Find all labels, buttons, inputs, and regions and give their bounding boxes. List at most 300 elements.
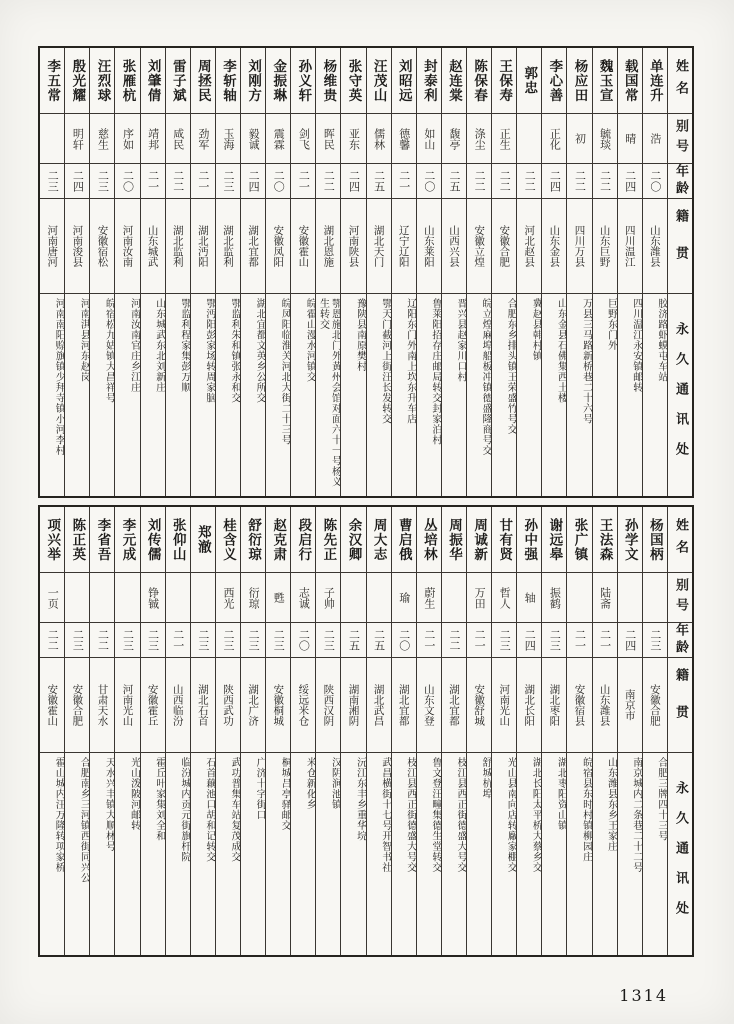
person-column <box>416 507 441 955</box>
person-name: 雷子斌 <box>166 48 190 114</box>
person-name: 刘传儒 <box>141 507 165 573</box>
person-age: 二四 <box>341 164 365 199</box>
person-age: 二一 <box>417 623 441 658</box>
person-alias: 如山 <box>417 114 441 164</box>
person-name: 郭忠 <box>517 48 541 114</box>
person-address: 鲁莱阳招存庄邮局转交封家泊村 <box>429 298 441 445</box>
person-native: 安徽霍丘 <box>141 658 165 753</box>
person-address: 光山泼陂河邮转 <box>128 757 140 831</box>
person-name: 张雁杭 <box>115 48 139 114</box>
person-name: 曹启俄 <box>392 507 416 573</box>
person-age: 二二 <box>316 164 340 199</box>
person-age: 二二 <box>90 623 114 658</box>
person-alias <box>166 573 190 623</box>
person-name: 周诚新 <box>467 507 491 573</box>
person-address: 临汾城内贡元街旗杆院 <box>178 757 190 862</box>
person-address: 合肥南乡三河镇西街同兴公 <box>78 757 90 883</box>
person-address: 豫陕县南原樊村 <box>354 298 366 372</box>
person-name: 周大志 <box>367 507 391 573</box>
person-native: 湖北宜都 <box>241 199 265 294</box>
person-alias: 靖邦 <box>141 114 165 164</box>
person-address: 霍山城内汪万隆转项家桥 <box>53 757 65 873</box>
person-column <box>165 507 190 955</box>
person-column <box>40 507 64 955</box>
person-native: 湖北石首 <box>191 658 215 753</box>
person-native: 湖北沔阳 <box>191 199 215 294</box>
person-native: 安徽合肥 <box>65 658 89 753</box>
person-name: 杨维贵 <box>316 48 340 114</box>
person-age: 二二 <box>40 623 64 658</box>
person-name: 赵克肃 <box>266 507 290 573</box>
person-name: 陈保春 <box>467 48 491 114</box>
header-name: 姓名 <box>668 48 692 114</box>
person-column <box>441 507 466 955</box>
person-alias: 万田 <box>467 573 491 623</box>
person-native: 安徽宿县 <box>567 658 591 753</box>
person-name: 魏玉宣 <box>593 48 617 114</box>
person-alias <box>442 573 466 623</box>
person-native: 河南光山 <box>115 658 139 753</box>
person-column <box>617 48 642 496</box>
person-age: 二五 <box>442 164 466 199</box>
person-name: 王法森 <box>593 507 617 573</box>
person-age: 二三 <box>65 623 89 658</box>
person-address: 晋兴县赵家川口村 <box>455 298 467 382</box>
person-native: 河南汝南 <box>115 199 139 294</box>
person-native: 湖北长阳 <box>517 658 541 753</box>
person-native: 湖北宜都 <box>392 658 416 753</box>
person-age: 二二 <box>517 164 541 199</box>
person-column <box>566 507 591 955</box>
person-column <box>315 48 340 496</box>
person-native: 山西临汾 <box>166 658 190 753</box>
person-native: 湖北武昌 <box>367 658 391 753</box>
person-native: 山西兴县 <box>442 199 466 294</box>
person-name: 赵连棠 <box>442 48 466 114</box>
person-age: 二一 <box>191 164 215 199</box>
person-native: 甘肃天水 <box>90 658 114 753</box>
person-address: 皖霍山漫水河镇交 <box>304 298 316 382</box>
person-alias: 蔚生 <box>417 573 441 623</box>
person-name: 张广镇 <box>567 507 591 573</box>
person-native: 河南陕县 <box>341 199 365 294</box>
person-alias: 西光 <box>216 573 240 623</box>
person-address: 武昌横街十七号开智书社 <box>379 757 391 873</box>
person-column <box>290 48 315 496</box>
person-native: 湖北恩施 <box>316 199 340 294</box>
person-column <box>366 507 391 955</box>
person-alias: 衍琼 <box>241 573 265 623</box>
person-address: 四川温江永安镇邮转 <box>630 298 642 393</box>
header-column <box>667 48 692 496</box>
person-column <box>114 507 139 955</box>
person-address: 武功普集车站复茂成交 <box>229 757 241 862</box>
person-name: 孙中强 <box>517 507 541 573</box>
person-name: 陈正英 <box>65 507 89 573</box>
person-name: 孙学文 <box>618 507 642 573</box>
person-age: 二三 <box>492 623 516 658</box>
person-alias: 浩 <box>643 114 667 164</box>
directory-table-bottom <box>38 505 694 957</box>
person-alias: 明轩 <box>65 114 89 164</box>
person-age: 二一 <box>291 164 315 199</box>
person-column <box>140 48 165 496</box>
person-native: 河北赵县 <box>517 199 541 294</box>
header-alias: 别号 <box>668 573 692 623</box>
person-column <box>165 48 190 496</box>
person-address: 胶济路虾蟆屯车站 <box>655 298 667 382</box>
person-age: 二〇 <box>266 164 290 199</box>
person-address: 山东金县石佛集西土楼 <box>555 298 567 403</box>
person-column <box>114 48 139 496</box>
person-age: 二〇 <box>115 164 139 199</box>
person-alias <box>40 114 64 164</box>
person-age: 二三 <box>241 623 265 658</box>
person-age: 二三 <box>141 623 165 658</box>
person-name: 孙义轩 <box>291 48 315 114</box>
person-name: 封泰利 <box>417 48 441 114</box>
person-address: 辽阳东门外南上坎东升车店 <box>404 298 416 424</box>
person-column <box>315 507 340 955</box>
person-column <box>190 507 215 955</box>
person-address: 桐城吕亭驿邮交 <box>279 757 291 831</box>
person-name: 张守英 <box>341 48 365 114</box>
person-column <box>64 48 89 496</box>
person-native: 湖南湘阴 <box>341 658 365 753</box>
person-native: 安徽凤阳 <box>266 199 290 294</box>
person-column <box>441 48 466 496</box>
person-name: 李心善 <box>542 48 566 114</box>
header-column <box>667 507 692 955</box>
person-name: 金振琳 <box>266 48 290 114</box>
person-name: 郑澈 <box>191 507 215 573</box>
person-column <box>541 48 566 496</box>
person-column <box>642 48 667 496</box>
person-column <box>566 48 591 496</box>
person-native: 陕西汉阴 <box>316 658 340 753</box>
person-age: 二三 <box>216 164 240 199</box>
person-native: 山东文登 <box>417 658 441 753</box>
person-alias <box>341 573 365 623</box>
person-native: 辽宁辽阳 <box>392 199 416 294</box>
person-column <box>290 507 315 955</box>
person-alias <box>65 573 89 623</box>
person-column <box>240 48 265 496</box>
person-column <box>391 507 416 955</box>
person-alias: 志诚 <box>291 573 315 623</box>
person-alias: 振鹤 <box>542 573 566 623</box>
person-name: 李元成 <box>115 507 139 573</box>
person-address: 鄂监利朱和镇张永和交 <box>229 298 241 403</box>
person-column <box>340 48 365 496</box>
person-column <box>516 48 541 496</box>
person-alias: 玉海 <box>216 114 240 164</box>
person-address: 皖宿松九姑镇大昌祥号 <box>103 298 115 403</box>
person-age: 二五 <box>341 623 365 658</box>
person-address: 鄂沔阳彭家场转周家脑 <box>203 298 215 403</box>
person-alias: 正化 <box>542 114 566 164</box>
person-native: 湖北枣阳 <box>542 658 566 753</box>
person-age: 二一 <box>392 164 416 199</box>
person-age: 二二 <box>442 623 466 658</box>
person-column <box>592 48 617 496</box>
person-native: 安徽桐城 <box>266 658 290 753</box>
person-native: 陕西武功 <box>216 658 240 753</box>
person-name: 段启行 <box>291 507 315 573</box>
header-native: 籍贯 <box>668 658 692 753</box>
person-alias <box>618 573 642 623</box>
person-address: 天水兴丰镇大顺林号 <box>103 757 115 852</box>
person-column <box>140 507 165 955</box>
person-name: 李斩轴 <box>216 48 240 114</box>
person-native: 安徽霍山 <box>40 658 64 753</box>
person-alias <box>115 573 139 623</box>
person-age: 二二 <box>492 164 516 199</box>
person-column <box>391 48 416 496</box>
header-address: 永久通讯处 <box>672 781 688 931</box>
person-native: 湖北宜都 <box>442 658 466 753</box>
person-address: 合肥三牌四十三号 <box>655 757 667 841</box>
person-age: 二三 <box>115 623 139 658</box>
person-age: 二三 <box>542 623 566 658</box>
person-address: 湖北长阳太平桥大蔡乡交 <box>530 757 542 873</box>
person-column <box>416 48 441 496</box>
person-age: 二一 <box>166 623 190 658</box>
person-age: 二四 <box>618 623 642 658</box>
person-native: 安徽舒城 <box>467 658 491 753</box>
person-name: 刘刚方 <box>241 48 265 114</box>
person-address: 万县三马路新桥巷二十六号 <box>580 298 592 424</box>
person-address: 光山县南向店转廠家棚交 <box>505 757 517 873</box>
person-alias: 亚东 <box>341 114 365 164</box>
person-alias: 儒林 <box>367 114 391 164</box>
person-age: 二五 <box>367 623 391 658</box>
person-column <box>190 48 215 496</box>
person-alias: 慈生 <box>90 114 114 164</box>
person-native: 山东金县 <box>542 199 566 294</box>
person-alias: 晖民 <box>316 114 340 164</box>
person-address: 汉阴涧池镇 <box>329 757 341 810</box>
person-native: 安徽霍山 <box>291 199 315 294</box>
person-column <box>592 507 617 955</box>
person-alias: 涤尘 <box>467 114 491 164</box>
person-native: 安徽立煌 <box>467 199 491 294</box>
person-alias: 序如 <box>115 114 139 164</box>
person-name: 舒衍琼 <box>241 507 265 573</box>
person-alias: 正生 <box>492 114 516 164</box>
person-name: 刘昭远 <box>392 48 416 114</box>
person-column <box>40 48 64 496</box>
person-column <box>466 507 491 955</box>
person-address: 河南南阳赊旗镇少拜寺镇小河李村 <box>53 298 65 456</box>
person-name: 汪烈球 <box>90 48 114 114</box>
page-number: 1314 <box>619 986 668 1005</box>
person-address: 湖北枣阳资山镇 <box>555 757 567 831</box>
person-column <box>541 507 566 955</box>
person-column <box>64 507 89 955</box>
person-native: 河南浚县 <box>65 199 89 294</box>
person-name: 丛培林 <box>417 507 441 573</box>
person-alias: 震霖 <box>266 114 290 164</box>
person-age: 二二 <box>567 164 591 199</box>
person-alias: 馥亭 <box>442 114 466 164</box>
person-name: 项兴举 <box>40 507 64 573</box>
person-age: 二四 <box>542 164 566 199</box>
header-age: 年龄 <box>668 164 692 199</box>
person-alias: 铮铖 <box>141 573 165 623</box>
person-age: 二五 <box>367 164 391 199</box>
person-name: 载国常 <box>618 48 642 114</box>
person-alias: 晴 <box>618 114 642 164</box>
person-column <box>240 507 265 955</box>
person-age: 二三 <box>191 623 215 658</box>
person-age: 二三 <box>266 623 290 658</box>
person-age: 二三 <box>216 623 240 658</box>
person-name: 谢远皋 <box>542 507 566 573</box>
person-name: 李省吾 <box>90 507 114 573</box>
person-age: 二三 <box>316 623 340 658</box>
person-address: 河南汝南官庄乡江庄 <box>128 298 140 393</box>
person-address: 米仓新化乡 <box>304 757 316 810</box>
person-alias: 哲人 <box>492 573 516 623</box>
person-alias <box>90 573 114 623</box>
person-age: 二一 <box>467 623 491 658</box>
person-address: 合肥东乡排头镇王荣盛竹号交 <box>505 298 517 435</box>
person-address: 皖凤阳临淮关河北大街二十三号 <box>279 298 291 445</box>
person-native: 湖北广济 <box>241 658 265 753</box>
person-age: 二四 <box>241 164 265 199</box>
person-address: 皖立煌麻埠船板冲镇德盛隆商号交 <box>480 298 492 456</box>
person-name: 周振华 <box>442 507 466 573</box>
person-native: 山东莱阳 <box>417 199 441 294</box>
person-alias <box>567 573 591 623</box>
person-address: 鲁文登汪疃集德生堂转交 <box>429 757 441 873</box>
person-native: 绥远米仓 <box>291 658 315 753</box>
person-address: 皖宿县东时村镇柳园庄 <box>580 757 592 862</box>
person-age: 二二 <box>593 164 617 199</box>
person-age: 二三 <box>40 164 64 199</box>
person-native: 河南光山 <box>492 658 516 753</box>
person-alias: 甦 <box>266 573 290 623</box>
header-name: 姓名 <box>668 507 692 573</box>
person-native: 湖北监利 <box>216 199 240 294</box>
person-alias <box>517 114 541 164</box>
header-age: 年龄 <box>668 623 692 658</box>
header-address: 永久通讯处 <box>672 322 688 472</box>
person-name: 李五常 <box>40 48 64 114</box>
person-alias: 初 <box>567 114 591 164</box>
person-alias: 劲军 <box>191 114 215 164</box>
person-column <box>491 507 516 955</box>
person-native: 安徽合肥 <box>643 658 667 753</box>
person-column <box>215 48 240 496</box>
person-name: 余汉卿 <box>341 507 365 573</box>
person-column <box>265 507 290 955</box>
person-name: 汪茂山 <box>367 48 391 114</box>
person-native: 山东城武 <box>141 199 165 294</box>
person-native: 安徽宿松 <box>90 199 114 294</box>
person-native: 四川温江 <box>618 199 642 294</box>
person-age: 二〇 <box>392 623 416 658</box>
header-native: 籍贯 <box>668 199 692 294</box>
person-address: 巨野东门外 <box>605 298 617 351</box>
person-alias: 一页 <box>40 573 64 623</box>
person-address: 山东城武东北刘新庄 <box>153 298 165 393</box>
person-address: 鄂监利程家集彭万顺 <box>178 298 190 393</box>
header-alias: 别号 <box>668 114 692 164</box>
person-name: 杨国柄 <box>643 507 667 573</box>
person-age: 二一 <box>141 164 165 199</box>
person-column <box>491 48 516 496</box>
person-column <box>265 48 290 496</box>
person-native: 四川万县 <box>567 199 591 294</box>
person-alias: 剑飞 <box>291 114 315 164</box>
person-address: 广济十字街口 <box>254 757 266 820</box>
person-address: 冀赵县韩村镇 <box>530 298 542 361</box>
person-address: 枝江县西正街德盛大号交 <box>404 757 416 873</box>
person-column <box>516 507 541 955</box>
person-age: 二三 <box>643 623 667 658</box>
person-native: 山东潍县 <box>593 658 617 753</box>
person-age: 二三 <box>90 164 114 199</box>
person-native: 湖北天门 <box>367 199 391 294</box>
person-age: 二四 <box>517 623 541 658</box>
person-alias: 咸民 <box>166 114 190 164</box>
person-address: 石首藕池口胡和记转交 <box>203 757 215 862</box>
person-age: 二〇 <box>643 164 667 199</box>
person-alias <box>367 573 391 623</box>
person-column <box>642 507 667 955</box>
person-alias: 瑜 <box>392 573 416 623</box>
person-name: 周拯民 <box>191 48 215 114</box>
person-name: 王保寿 <box>492 48 516 114</box>
directory-table-top <box>38 46 694 498</box>
person-address: 湖北宜都文英乡公所交 <box>254 298 266 403</box>
person-column <box>617 507 642 955</box>
person-age: 二二 <box>166 164 190 199</box>
person-name: 张仰山 <box>166 507 190 573</box>
person-native: 南京市 <box>618 658 642 753</box>
person-native: 湖北监利 <box>166 199 190 294</box>
person-address: 南京城内二条巷二十二号 <box>630 757 642 873</box>
person-address: 霍丘叶家集刘全和 <box>153 757 165 841</box>
person-column <box>366 48 391 496</box>
person-age: 二〇 <box>291 623 315 658</box>
person-alias: 毅诚 <box>241 114 265 164</box>
person-name: 单连升 <box>643 48 667 114</box>
person-address: 舒城杭埠 <box>480 757 492 799</box>
person-address: 枝江县西正街德盛大号交 <box>455 757 467 873</box>
person-name: 甘有贤 <box>492 507 516 573</box>
person-name: 陈先正 <box>316 507 340 573</box>
person-alias <box>643 573 667 623</box>
person-native: 山东巨野 <box>593 199 617 294</box>
person-column <box>89 507 114 955</box>
person-alias: 轴 <box>517 573 541 623</box>
person-age: 二一 <box>593 623 617 658</box>
person-alias: 陆斋 <box>593 573 617 623</box>
person-name: 杨应田 <box>567 48 591 114</box>
person-address: 沅江东丰乡重华垸 <box>354 757 366 841</box>
person-age: 二〇 <box>417 164 441 199</box>
person-column <box>340 507 365 955</box>
person-native: 安徽合肥 <box>492 199 516 294</box>
person-address: 鄂恩施北门外黄州会馆对面六十一号杨义生转交 <box>317 298 341 487</box>
person-native: 河南唐河 <box>40 199 64 294</box>
person-name: 殷光耀 <box>65 48 89 114</box>
person-alias <box>191 573 215 623</box>
person-age: 二一 <box>567 623 591 658</box>
